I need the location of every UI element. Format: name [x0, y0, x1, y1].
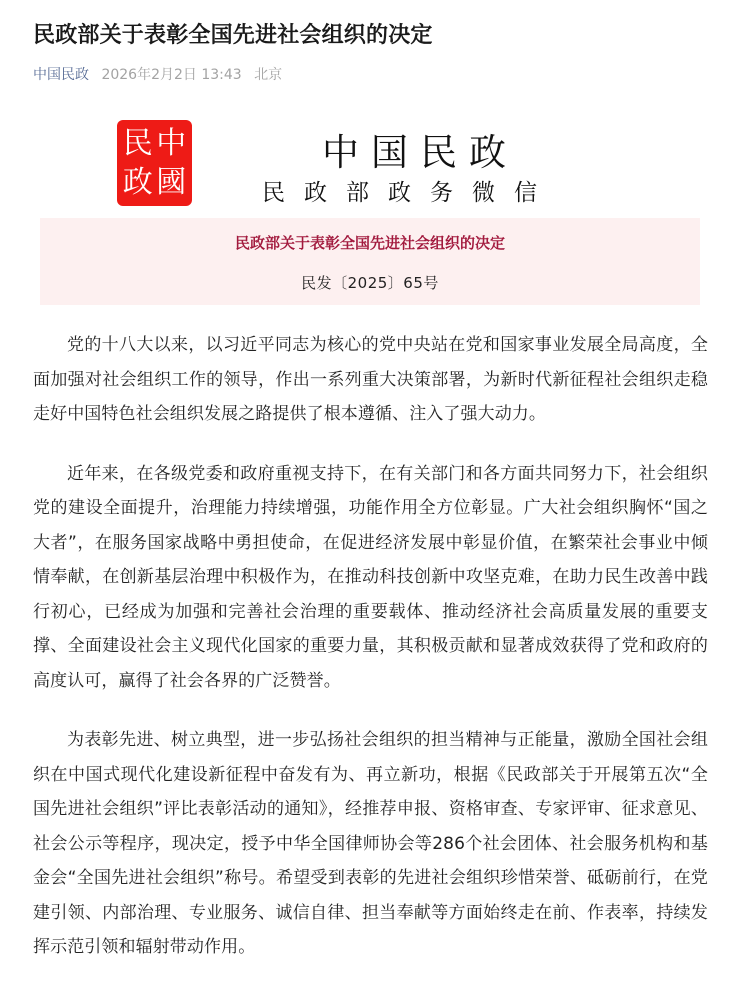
- document-number: 民发〔2025〕65号: [301, 274, 439, 292]
- paragraph: 为表彰先进、树立典型，进一步弘扬社会组织的担当精神与正能量，激励全国社会组织在中国式现代化建设新征程中奋发有为、再立新功，根据《民政部关于开展第五次“全国先进社会组织”评比表彰活动的通知》，经推荐申报、资格审查、专家评审、征求意见、社会公示等程序，现决定，授予中华全国律师协会等286个社会团体、社会服务机构和基金会“全国先进社会组织”称号。希望受到表彰的先进社会组织珍惜荣誉、砥砺前行，在党建引领、内部治理、专业服务、诚信自律、担当奉献等方面始终走在前、作表率，持续发挥示范引领和辐射带动作用。: [33, 730, 708, 957]
- seal-char: 政: [122, 164, 153, 200]
- account-name-link[interactable]: 中国民政: [33, 67, 89, 83]
- header-image: [40, 110, 700, 218]
- seal-char: 中: [156, 125, 187, 161]
- paragraph: 党的十八大以来，以习近平同志为核心的党中央站在党和国家事业发展全局高度，全面加强对社会组织工作的领导，作出一系列重大决策部署，为新时代新征程社会组织走稳走好中国特色社会组织发展之路提供了根本遵循、注入了强大动力。: [33, 335, 708, 424]
- article-body: [33, 328, 708, 990]
- seal-char: 國: [156, 164, 187, 200]
- seal-logo-icon: [117, 120, 192, 206]
- seal-char: 民: [122, 125, 153, 161]
- paragraph: 近年来，在各级党委和政府重视支持下，在有关部门和各方面共同努力下，社会组织党的建设全面提升，治理能力持续增强，功能作用全方位彰显。广大社会组织胸怀“国之大者”，在服务国家战略中勇担使命，在促进经济发展中彰显价值，在繁荣社会事业中倾情奉献，在创新基层治理中积极作为，在推动科技创新中攻坚克难，在助力民生改善中践行初心，已经成为加强和完善社会治理的重要载体、推动经济社会高质量发展的重要支撑、全面建设社会主义现代化国家的重要力量，其积极贡献和显著成效获得了党和政府的高度认可，赢得了社会各界的广泛赞誉。: [33, 463, 708, 691]
- document-banner: [40, 218, 700, 305]
- brand-main-text: 中国民政: [322, 131, 518, 174]
- brand-sub-text: 民政部政务微信: [262, 180, 556, 206]
- publish-location: 北京: [254, 67, 283, 83]
- publish-time: 2026年2月2日 13:43: [101, 67, 242, 83]
- banner-title: 民政部关于表彰全国先进社会组织的决定: [234, 234, 505, 252]
- article-title: 民政部关于表彰全国先进社会组织的决定: [33, 23, 433, 48]
- article-meta: [33, 64, 282, 84]
